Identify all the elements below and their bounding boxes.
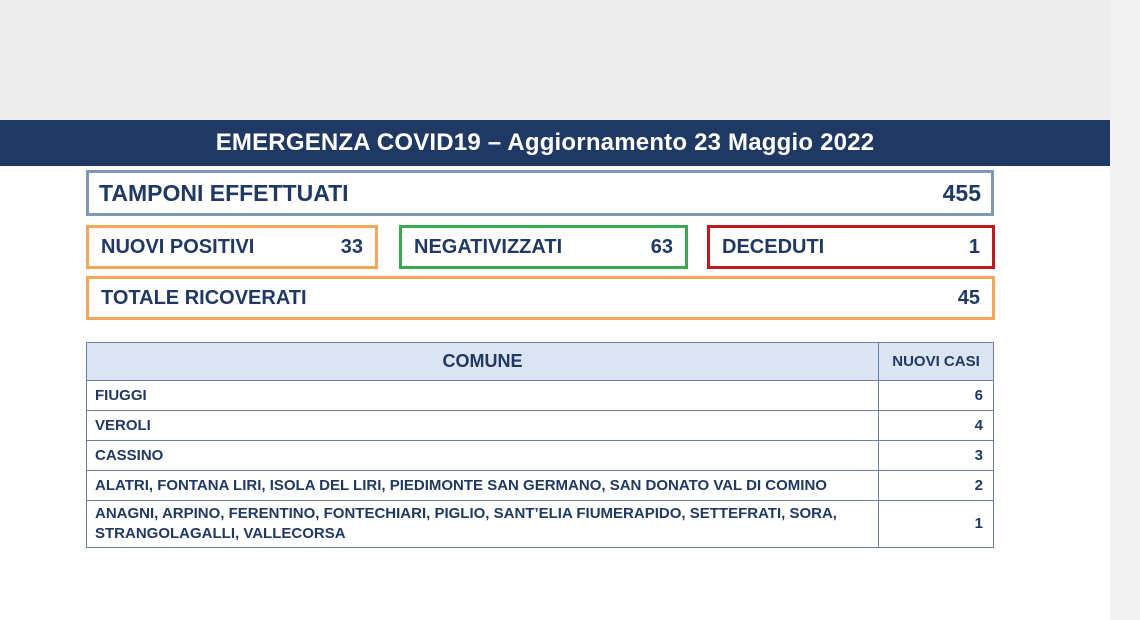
tamponi-box — [86, 170, 994, 216]
deceduti-label: DECEDUTI — [722, 235, 825, 258]
casi-cell: 1 — [879, 501, 994, 548]
positivi-label: NUOVI POSITIVI — [101, 235, 255, 258]
table-row — [87, 471, 994, 501]
casi-cell: 6 — [879, 381, 994, 411]
page-title-banner — [0, 120, 1110, 166]
table-header-row — [87, 343, 994, 381]
negativizzati-label: NEGATIVIZZATI — [414, 235, 563, 258]
negativizzati-value: 63 — [650, 235, 673, 258]
comune-cell: CASSINO — [87, 441, 879, 471]
table-row — [87, 441, 994, 471]
page-title: EMERGENZA COVID19 – Aggiornamento 23 Maggio 2022 — [215, 129, 875, 156]
table-row — [87, 411, 994, 441]
tamponi-value: 455 — [942, 179, 981, 206]
positivi-value: 33 — [340, 235, 363, 258]
comune-cell: ALATRI, FONTANA LIRI, ISOLA DEL LIRI, PIEDIMONTE SAN GERMANO, SAN DONATO VAL DI COMINO — [87, 471, 879, 501]
table-row — [87, 501, 994, 548]
comune-cell: FIUGGI — [87, 381, 879, 411]
comuni-table — [86, 342, 994, 548]
ricoverati-value: 45 — [957, 286, 980, 309]
top-blank-area — [0, 0, 1110, 120]
deceduti-box — [707, 225, 995, 269]
ricoverati-label: TOTALE RICOVERATI — [101, 286, 307, 309]
negativizzati-box — [399, 225, 688, 269]
table-row — [87, 381, 994, 411]
deceduti-value: 1 — [968, 235, 980, 258]
nuovi-casi-column-header: NUOVI CASI — [879, 343, 994, 381]
comune-cell: VEROLI — [87, 411, 879, 441]
positivi-box — [86, 225, 378, 269]
casi-cell: 4 — [879, 411, 994, 441]
casi-cell: 3 — [879, 441, 994, 471]
comune-column-header: COMUNE — [87, 343, 879, 381]
ricoverati-box — [86, 276, 995, 320]
right-margin — [1110, 0, 1140, 620]
comune-cell: ANAGNI, ARPINO, FERENTINO, FONTECHIARI, PIGLIO, SANT’ELIA FIUMERAPIDO, SETTEFRATI, SORA, STRANGOLAGALLI, VALLECORSA — [87, 501, 879, 548]
tamponi-label: TAMPONI EFFETTUATI — [99, 179, 349, 206]
casi-cell: 2 — [879, 471, 994, 501]
